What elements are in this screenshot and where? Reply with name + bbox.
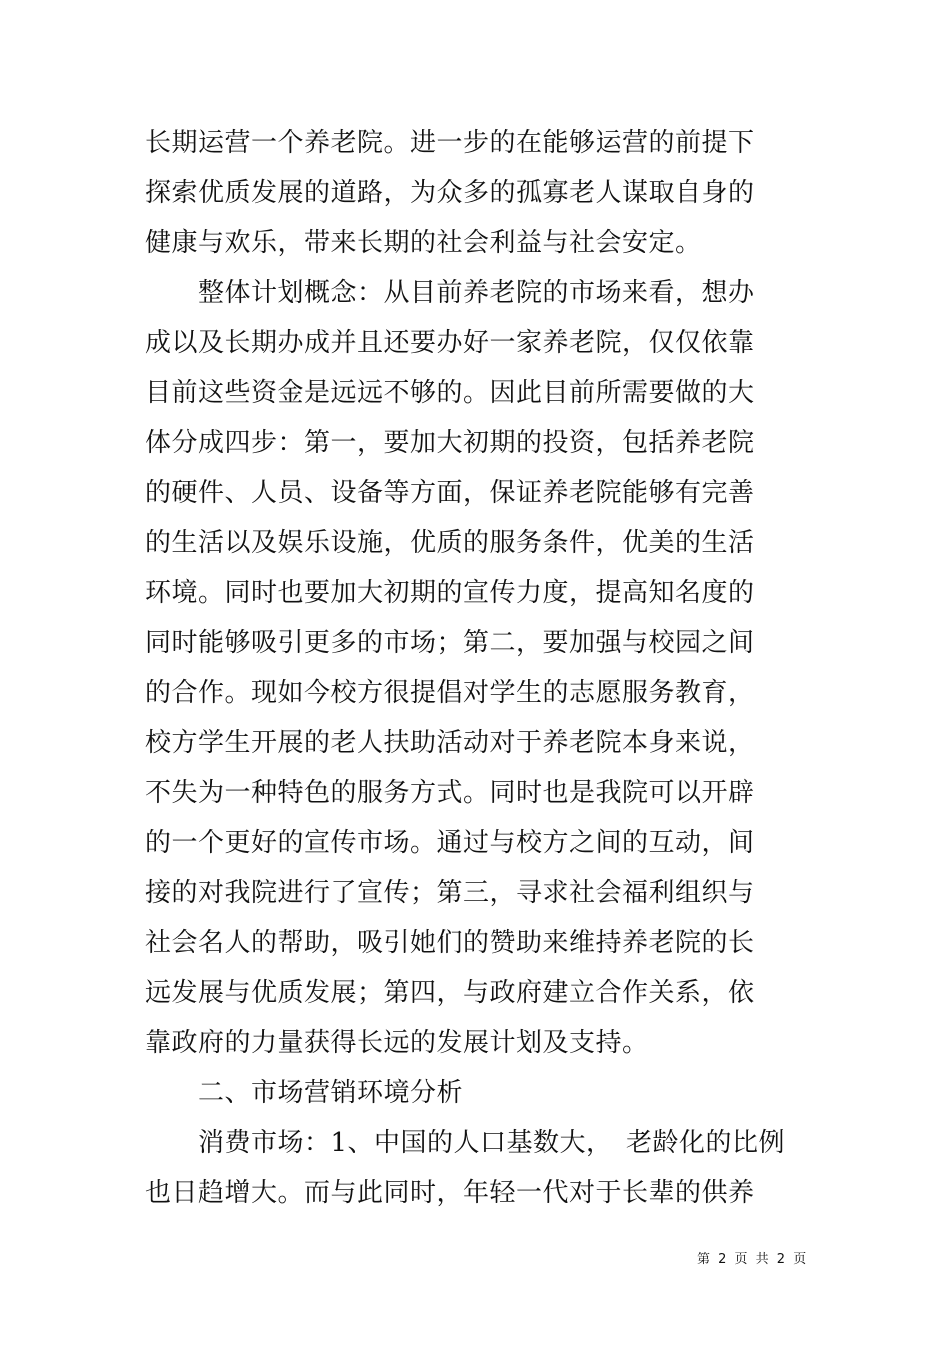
text-line: 体分成四步：第一，要加大初期的投资，包括养老院: [145, 428, 755, 458]
text-line: 长期运营一个养老院。进一步的在能够运营的前提下: [145, 128, 755, 158]
body-text: [145, 118, 825, 1218]
text-line: 接的对我院进行了宣传；第三，寻求社会福利组织与: [145, 878, 755, 908]
text-line: 消费市场：1、中国的人口基数大， 老龄化的比例: [145, 1128, 786, 1158]
text-line: 成以及长期办成并且还要办好一家养老院，仅仅依靠: [145, 328, 755, 358]
text-line: 环境。同时也要加大初期的宣传力度，提高知名度的: [145, 578, 755, 608]
text-line: 也日趋增大。而与此同时，年轻一代对于长辈的供养: [145, 1178, 755, 1208]
text-line: 靠政府的力量获得长远的发展计划及支持。: [145, 1028, 649, 1058]
text-line: 校方学生开展的老人扶助活动对于养老院本身来说，: [145, 728, 755, 758]
page-number: 第 2 页 共 2 页: [697, 1252, 809, 1267]
text-line: 健康与欢乐，带来长期的社会利益与社会安定。: [145, 228, 702, 258]
text-line: 的硬件、人员、设备等方面，保证养老院能够有完善: [145, 478, 755, 508]
text-line: 不失为一种特色的服务方式。同时也是我院可以开辟: [145, 778, 755, 808]
text-line: 探索优质发展的道路，为众多的孤寡老人谋取自身的: [145, 178, 755, 208]
text-line: 同时能够吸引更多的市场；第二，要加强与校园之间: [145, 628, 755, 658]
section-heading: 二、市场营销环境分析: [145, 1078, 464, 1108]
text-line: 整体计划概念：从目前养老院的市场来看，想办: [145, 278, 755, 308]
text-line: 的生活以及娱乐设施，优质的服务条件，优美的生活: [145, 528, 755, 558]
text-line: 的一个更好的宣传市场。通过与校方之间的互动，间: [145, 828, 755, 858]
text-line: 的合作。现如今校方很提倡对学生的志愿服务教育，: [145, 678, 755, 708]
text-line: 远发展与优质发展；第四，与政府建立合作关系，依: [145, 978, 755, 1008]
text-line: 社会名人的帮助，吸引她们的赞助来维持养老院的长: [145, 928, 755, 958]
text-line: 目前这些资金是远远不够的。因此目前所需要做的大: [145, 378, 755, 408]
